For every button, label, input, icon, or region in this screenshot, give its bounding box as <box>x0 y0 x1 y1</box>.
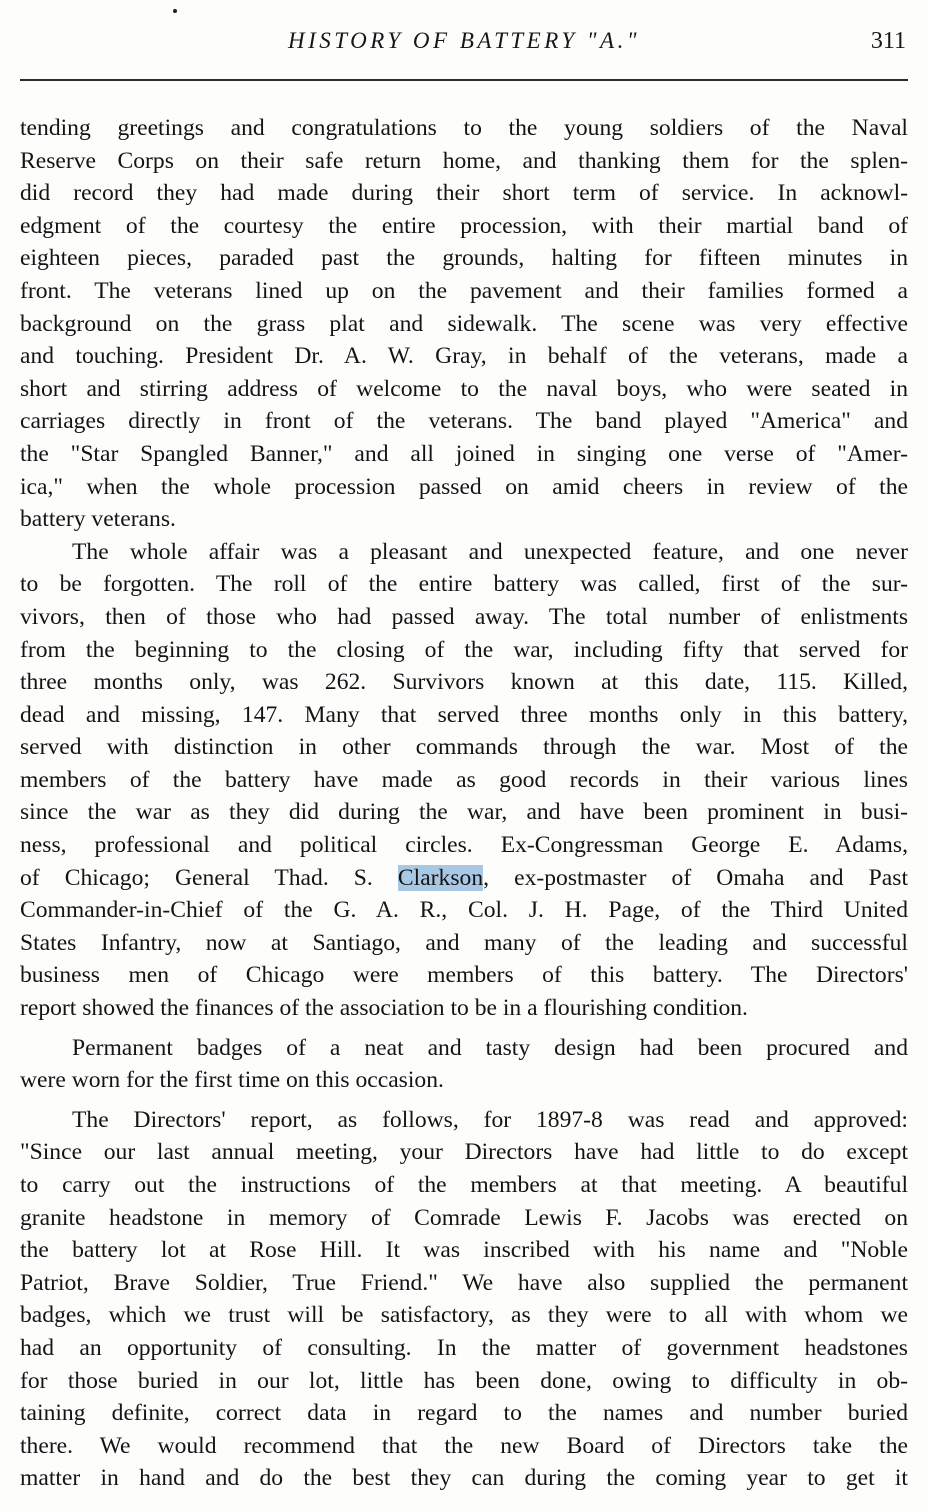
text-line: business men of Chicago were members of this battery. The Directors' <box>20 962 908 989</box>
text-line: served with distinction in other commands through the war. Most of the <box>20 734 908 761</box>
text-line: members of the battery have made as good records in their various lines <box>20 766 908 793</box>
text-line: there. We would recommend that the new Board of Directors take the <box>20 1432 908 1459</box>
paragraph-1 <box>20 112 908 536</box>
text-line: had an opportunity of consulting. In the matter of government headstones <box>20 1334 908 1361</box>
text-line: Reserve Corps on their safe return home, and thanking them for the splen- <box>20 147 908 174</box>
text-line: Commander-in-Chief of the G. A. R., Col. J. H. Page, of the Third United <box>20 897 908 924</box>
text-line: ica," when the whole procession passed on amid cheers in review of the <box>20 473 908 500</box>
text-line: taining definite, correct data in regard to the names and number buried <box>20 1400 908 1427</box>
running-title: HISTORY OF BATTERY "A." <box>287 28 640 53</box>
text-line: The whole affair was a pleasant and unexpected feature, and one never <box>72 538 908 565</box>
page-number: 311 <box>870 28 906 54</box>
text-line: the "Star Spangled Banner," and all joined in singing one verse of "Amer- <box>20 440 908 467</box>
body-text <box>20 112 908 1495</box>
text-line: badges, which we trust will be satisfactory, as they were to all with whom we <box>20 1302 908 1329</box>
text-line: Permanent badges of a neat and tasty design had been procured and <box>72 1034 908 1061</box>
text-line: did record they had made during their short term of service. In acknowl- <box>20 180 908 207</box>
running-head <box>0 28 928 62</box>
text-line: granite headstone in memory of Comrade Lewis F. Jacobs was erected on <box>20 1204 908 1231</box>
paragraph-4 <box>20 1104 908 1495</box>
text-line: were worn for the first time on this occasion. <box>20 1067 444 1094</box>
header-rule <box>20 79 908 81</box>
text-line: "Since our last annual meeting, your Directors have had little to do except <box>20 1139 908 1166</box>
ink-speck <box>173 9 177 13</box>
text-line: edgment of the courtesy the entire procession, with their martial band of <box>20 212 908 239</box>
text-line: dead and missing, 147. Many that served three months only in this battery, <box>20 701 908 728</box>
paragraph-2 <box>20 536 908 1025</box>
text-fragment: of Chicago; General Thad. S. <box>20 864 398 891</box>
text-line: ness, professional and political circles. Ex-Congressman George E. Adams, <box>20 832 908 859</box>
text-line: short and stirring address of welcome to the naval boys, who were seated in <box>20 375 908 402</box>
text-line: carriages directly in front of the veterans. The band played "America" and <box>20 408 908 435</box>
text-line: front. The veterans lined up on the pavement and their families formed a <box>20 277 908 304</box>
text-line-with-selection <box>20 862 908 895</box>
text-line: matter in hand and do the best they can during the coming year to get it <box>20 1465 908 1492</box>
text-line: from the beginning to the closing of the war, including fifty that served for <box>20 636 908 663</box>
text-fragment: , ex-postmaster of Omaha and Past <box>483 864 908 891</box>
paragraph-3 <box>20 1032 908 1097</box>
text-line: vivors, then of those who had passed away. The total number of enlistments <box>20 603 908 630</box>
text-line: three months only, was 262. Survivors known at this date, 115. Killed, <box>20 669 908 696</box>
text-line: tending greetings and congratulations to the young soldiers of the Naval <box>20 115 908 141</box>
selected-word-highlight[interactable]: Clarkson <box>397 864 484 891</box>
text-line: to carry out the instructions of the members at that meeting. A beautiful <box>20 1172 908 1198</box>
text-line: Patriot, Brave Soldier, True Friend." We have also supplied the permanent <box>20 1269 908 1296</box>
text-line: States Infantry, now at Santiago, and many of the leading and successful <box>20 929 908 956</box>
text-line: the battery lot at Rose Hill. It was inscribed with his name and "Noble <box>20 1237 908 1264</box>
text-line: report showed the finances of the association to be in a flourishing condition. <box>20 995 748 1022</box>
text-line: The Directors' report, as follows, for 1897-8 was read and approved: <box>72 1106 908 1133</box>
text-line: for those buried in our lot, little has been done, owing to difficulty in ob- <box>20 1367 908 1394</box>
text-line: to be forgotten. The roll of the entire battery was called, first of the sur- <box>20 571 908 598</box>
text-line: and touching. President Dr. A. W. Gray, in behalf of the veterans, made a <box>20 343 908 370</box>
text-line: eighteen pieces, paraded past the grounds, halting for fifteen minutes in <box>20 245 908 272</box>
text-line: background on the grass plat and sidewalk. The scene was very effective <box>20 310 908 337</box>
text-line: battery veterans. <box>20 506 176 533</box>
text-line: since the war as they did during the war, and have been prominent in busi- <box>20 799 908 826</box>
